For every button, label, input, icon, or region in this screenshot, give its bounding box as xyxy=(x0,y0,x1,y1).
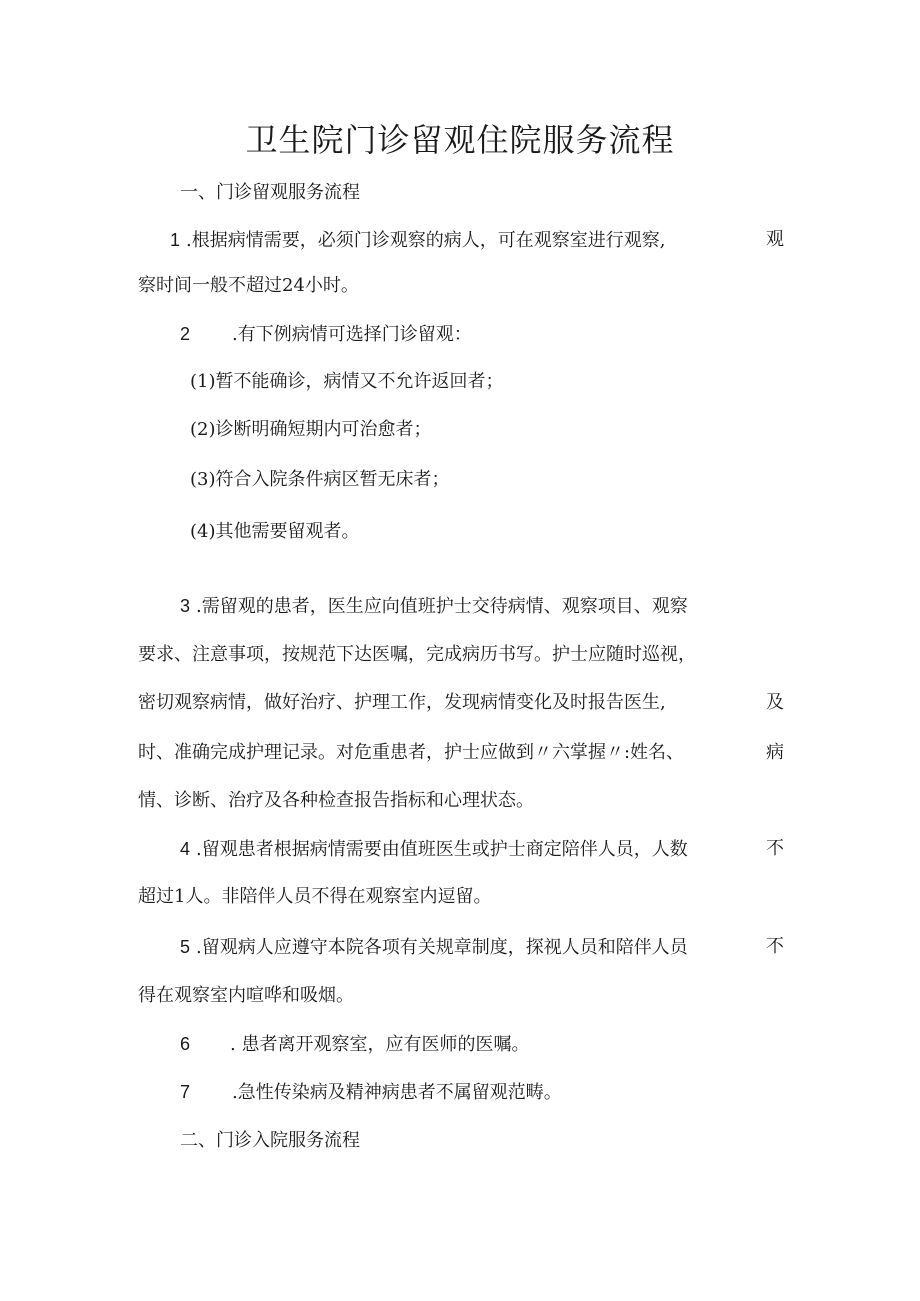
item-5-text-b: 不 xyxy=(766,936,784,957)
item-1-line-2: 察时间一般不超过24小时。 xyxy=(138,275,359,296)
item-7-line xyxy=(138,1079,562,1106)
item-3-line-4-b: 病 xyxy=(766,742,784,763)
item-5-text-a: .留观病人应遵守本院各项有关规章制度，探视人员和陪伴人员 xyxy=(196,937,688,958)
section-heading-2: 二、门诊入院服务流程 xyxy=(180,1130,360,1151)
item-2-sub-3: (3)符合入院条件病区暂无床者； xyxy=(190,469,450,490)
item-3-line-3 xyxy=(138,690,784,716)
item-3-line-1 xyxy=(138,593,688,620)
page-title: 卫生院门诊留观住院服务流程 xyxy=(245,121,675,159)
item-1-line-1 xyxy=(138,227,784,254)
item-4-number: 4 xyxy=(179,839,190,859)
item-2-text: .有下例病情可选择门诊留观： xyxy=(232,324,472,345)
item-5-number: 5 xyxy=(179,937,190,957)
item-4-text-b: 不 xyxy=(766,838,784,859)
item-7-number: 7 xyxy=(179,1082,190,1102)
item-3-text-a: .需留观的患者，医生应向值班护士交待病情、观察项目、观察 xyxy=(196,596,688,617)
item-2-line xyxy=(138,321,472,348)
item-2-number: 2 xyxy=(179,324,190,344)
item-2-sub-2: (2)诊断明确短期内可治愈者； xyxy=(190,419,432,440)
item-6-line xyxy=(138,1031,529,1058)
item-4-line-1 xyxy=(138,836,784,863)
item-6-number: 6 xyxy=(179,1034,190,1054)
section-heading-1: 一、门诊留观服务流程 xyxy=(180,182,360,203)
item-3-line-2: 要求、注意事项，按规范下达医嘱，完成病历书写。护士应随时巡视， xyxy=(138,644,696,665)
item-1-number: 1 xyxy=(169,230,180,250)
item-4-line-2: 超过1人。非陪伴人员不得在观察室内逗留。 xyxy=(138,886,492,907)
item-3-line-4 xyxy=(138,740,784,766)
item-3-line-5: 情、诊断、治疗及各种检查报告指标和心理状态。 xyxy=(138,790,534,811)
item-1-text-a: .根据病情需要，必须门诊观察的病人，可在观察室进行观察, xyxy=(186,230,666,251)
item-3-number: 3 xyxy=(179,596,190,616)
item-4-text-a: .留观患者根据病情需要由值班医生或护士商定陪伴人员，人数 xyxy=(196,839,688,860)
item-3-line-3-b: 及 xyxy=(766,692,784,713)
item-1-text-b: 观 xyxy=(766,229,784,250)
item-5-line-1 xyxy=(138,934,784,961)
item-5-line-2: 得在观察室内喧哗和吸烟。 xyxy=(138,985,354,1006)
item-2-sub-4: (4)其他需要留观者。 xyxy=(190,521,360,542)
item-6-text: . 患者离开观察室，应有医师的医嘱。 xyxy=(230,1034,530,1055)
item-3-line-3-a: 密切观察病情，做好治疗、护理工作，发现病情变化及时报告医生, xyxy=(138,692,666,713)
item-7-text: .急性传染病及精神病患者不属留观范畴。 xyxy=(232,1082,562,1103)
item-3-line-4-a: 时、准确完成护理记录。对危重患者，护士应做到〃六掌握〃:姓名、 xyxy=(138,742,685,763)
item-2-sub-1: (1)暂不能确诊，病情又不允许返回者； xyxy=(190,371,504,392)
